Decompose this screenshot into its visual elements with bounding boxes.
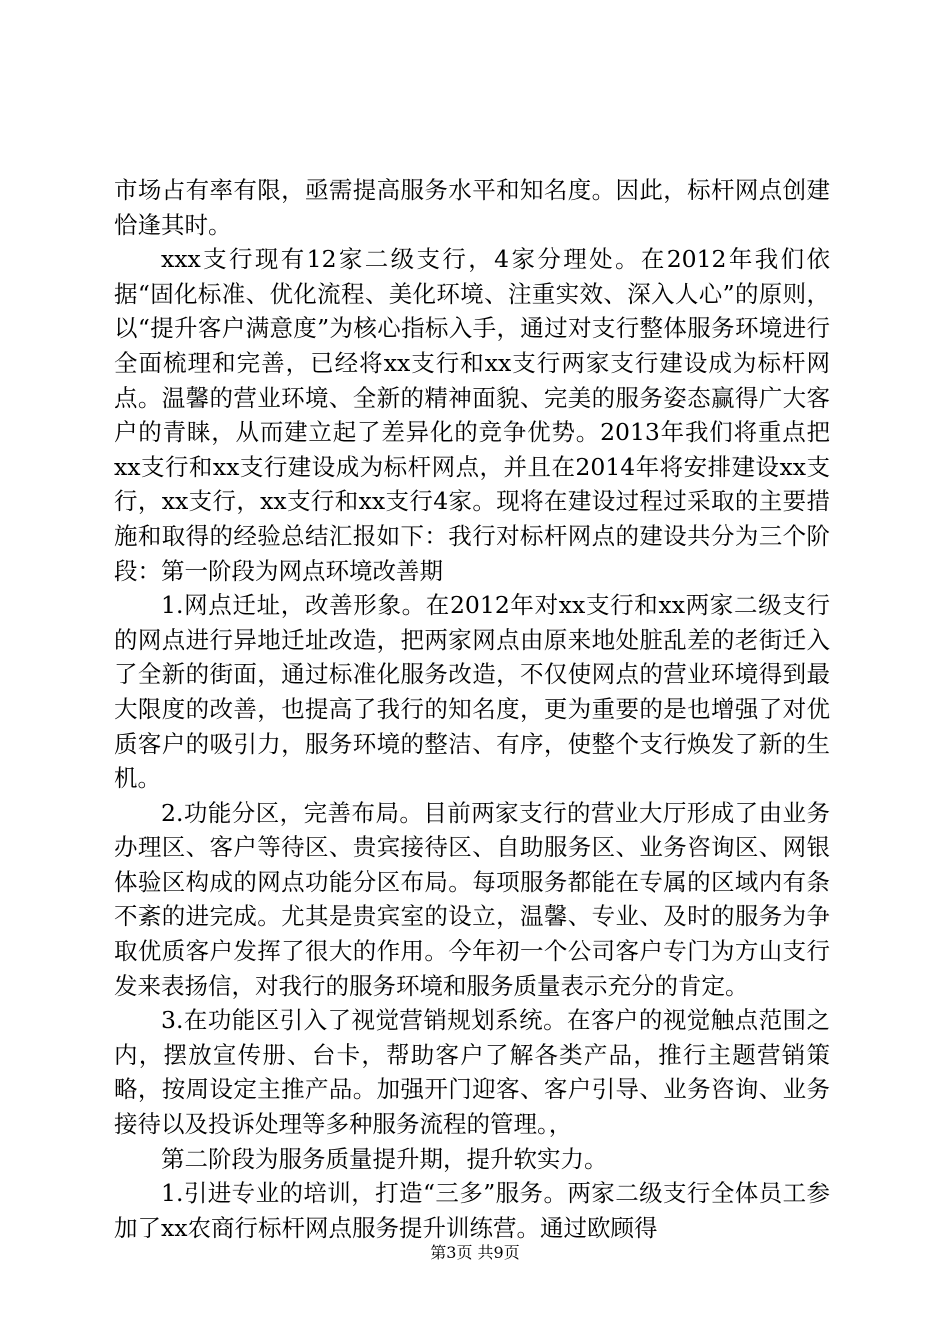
paragraph-continued: 市场占有率有限，亟需提高服务水平和知名度。因此，标杆网点创建恰逢其时。 (114, 176, 830, 239)
paragraph-item-zoning: 2.功能分区，完善布局。目前两家支行的营业大厅形成了由业务办理区、客户等待区、贵宾接待区、自助服务区、业务咨询区、网银体验区构成的网点功能分区布局。每项服务都能在专属的区域内有条不紊的进完成。尤其是贵宾室的设立，温馨、专业、及时的服务为争取优质客户发挥了很大的作用。今年初一个公司客户专门为方山支行发来表扬信，对我行的服务环境和服务质量表示充分的肯定。 (114, 798, 830, 1000)
paragraph-item-training: 1.引进专业的培训，打造“三多”服务。两家二级支行全体员工参加了xx农商行标杆网点服务提升训练营。通过欧顾得 (114, 1179, 830, 1242)
paragraph-stage-two: 第二阶段为服务质量提升期，提升软实力。 (161, 1144, 608, 1173)
paragraph-overview: xxx支行现有12家二级支行，4家分理处。在2012年我们依据“固化标准、优化流程、美化环境、注重实效、深入人心”的原则，以“提升客户满意度”为核心指标入手，通过对支行整体服务环境进行全面梳理和完善，已经将xx支行和xx支行两家支行建设成为标杆网点。温馨的营业环境、全新的精神面貌、完美的服务姿态赢得广大客户的青睐，从而建立起了差异化的竞争优势。2013年我们将重点把xx支行和xx支行建设成为标杆网点，并且在2014年将安排建设xx支行，xx支行，xx支行和xx支行4家。现将在建设过程过采取的主要措施和取得的经验总结汇报如下：我行对标杆网点的建设共分为三个阶段：第一阶段为网点环境改善期 (114, 245, 830, 585)
paragraph-item-relocation: 1.网点迁址，改善形象。在2012年对xx支行和xx两家二级支行的网点进行异地迁址改造，把两家网点由原来地处脏乱差的老街迁入了全新的街面，通过标准化服务改造，不仅使网点的营业环境得到最大限度的改善，也提高了我行的知名度，更为重要的是也增强了对优质客户的吸引力，服务环境的整洁、有序，使整个支行焕发了新的生机。 (114, 591, 830, 793)
document-body (114, 173, 830, 1245)
page-footer: 第3页 共9页 (430, 1243, 520, 1262)
paragraph-item-visual-marketing: 3.在功能区引入了视觉营销规划系统。在客户的视觉触点范围之内，摆放宣传册、台卡，帮助客户了解各类产品，推行主题营销策略，按周设定主推产品。加强开门迎客、客户引导、业务咨询、业务接待以及投诉处理等多种服务流程的管理。， (114, 1006, 830, 1139)
